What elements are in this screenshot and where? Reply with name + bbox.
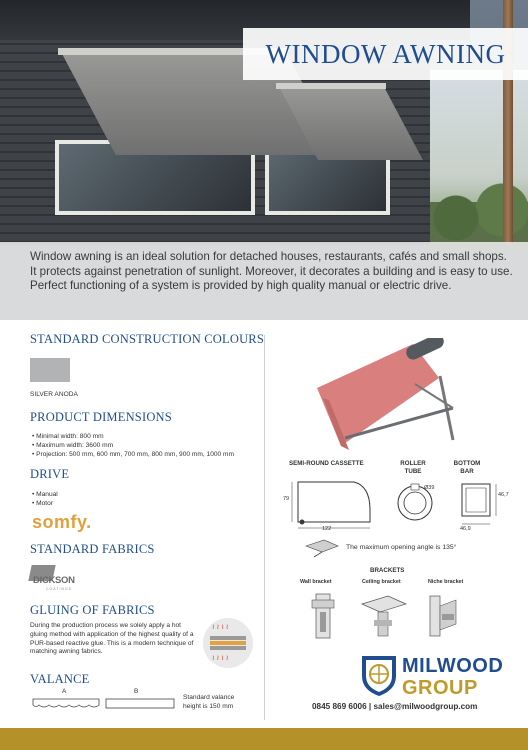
milwood-shield-logo	[360, 654, 398, 698]
valance-text: Standard valance height is 150 mm	[183, 694, 235, 710]
bar-width: 46,9	[460, 526, 471, 532]
swatch-name: SILVER ANODA	[30, 391, 78, 398]
list-item: • Minimal width: 800 mm	[32, 432, 234, 441]
footer-bar	[0, 728, 528, 750]
niche-bracket-label: Niche bracket	[428, 579, 464, 585]
opening-angle-note: The maximum opening angle is 135°	[346, 544, 457, 551]
cassette-width: 122	[322, 526, 332, 532]
valance-label-b: B	[134, 688, 139, 695]
valance-straight-shape	[105, 698, 175, 710]
logo-word-group: GROUP	[402, 677, 478, 699]
ceiling-bracket-label: Ceiling bracket	[362, 579, 401, 585]
page-title: WINDOW AWNING	[265, 38, 506, 69]
valance-label-a: A	[62, 688, 67, 695]
valance-heading: VALANCE	[30, 672, 90, 686]
logo-word-milwood: MILWOOD	[402, 655, 504, 677]
list-item: • Projection: 500 mm, 600 mm, 700 mm, 800 mm, 900 mm, 1000 mm	[32, 450, 234, 459]
bar-label: BOTTOM BAR	[453, 460, 481, 475]
list-item: • Manual	[32, 490, 58, 499]
brackets-heading: BRACKETS	[370, 567, 405, 574]
fabrics-heading: STANDARD FABRICS	[30, 542, 155, 556]
dimensions-heading: PRODUCT DIMENSIONS	[30, 410, 172, 424]
contact-info[interactable]: 0845 869 6006 | sales@milwoodgroup.com	[312, 702, 478, 711]
intro-text: Window awning is an ideal solution for detached houses, restaurants, cafés and small shops. It protects against penetration of sunlight. Moreover, it decorates a building and is easy to use. Perfect functioning of a system is provided by high quality manual or electric drive.	[30, 250, 513, 292]
cassette-label: SEMI-ROUND CASSETTE	[289, 460, 364, 467]
opening-angle-icon	[304, 538, 340, 558]
somfy-logo: somfy.	[32, 512, 92, 532]
valance-wave-shape	[32, 698, 100, 710]
drive-heading: DRIVE	[30, 467, 70, 481]
bar-height: 46,7	[498, 492, 509, 498]
column-divider	[264, 335, 265, 720]
dickson-logo-word: DICKSON	[33, 575, 75, 586]
awning-3d-illustration	[305, 338, 470, 458]
colour-swatch	[30, 358, 70, 382]
gluing-heading: GLUING OF FABRICS	[30, 603, 155, 617]
hot-glue-icon: ≀≀≀≀ ≀≀≀≀	[203, 618, 253, 668]
bracket-drawings	[300, 590, 480, 645]
list-item: • Motor	[32, 499, 58, 508]
tube-label: ROLLER TUBE	[400, 460, 426, 475]
tube-diameter: Ø39	[424, 485, 435, 491]
dickson-logo	[30, 565, 90, 595]
dickson-logo-sub: COATINGS	[46, 587, 73, 591]
list-item: • Maximum width: 3600 mm	[32, 441, 234, 450]
intro-panel	[0, 242, 528, 320]
awning-cassette	[276, 83, 386, 89]
cassette-height: 79	[283, 496, 290, 502]
dimensions-list	[32, 432, 234, 459]
profile-drawings	[282, 476, 512, 538]
colours-heading: STANDARD CONSTRUCTION COLOURS	[30, 332, 264, 346]
gluing-text: During the production process we solely apply a hot gluing method with application of the highest quality of a PUR-based reactive glue. This is a modern technique of matching awning fabrics.	[30, 622, 194, 656]
wall-bracket-label: Wall bracket	[300, 579, 332, 585]
title-banner	[243, 28, 528, 80]
drive-list	[32, 490, 58, 508]
